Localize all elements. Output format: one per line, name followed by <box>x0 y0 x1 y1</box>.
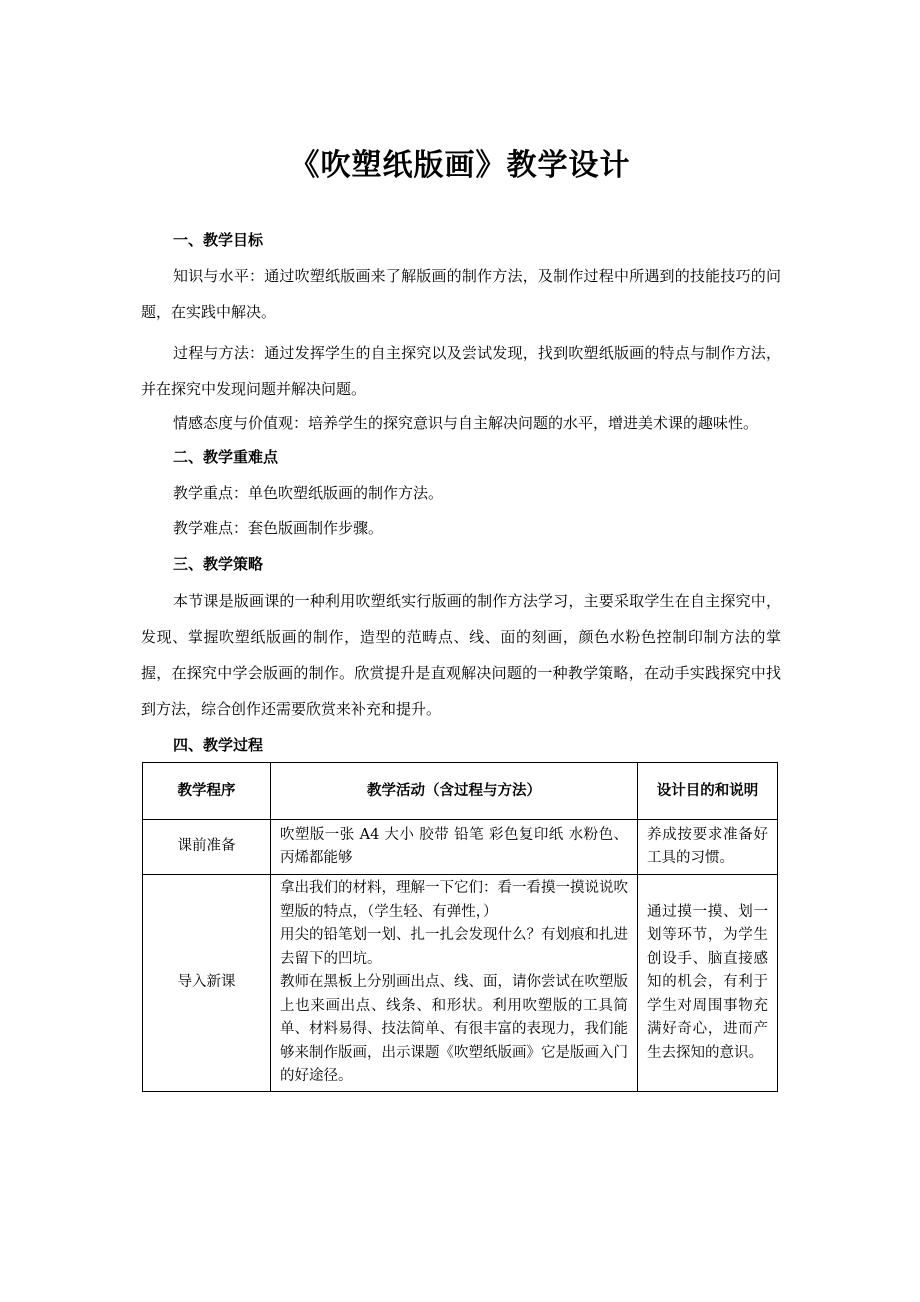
teaching-process-table <box>142 762 778 1092</box>
header-teaching-activity: 教学活动（含过程与方法） <box>271 763 638 820</box>
cell-activity-prep: 吹塑版一张 A4 大小 胶带 铅笔 彩色复印纸 水粉色、丙烯都能够 <box>271 820 638 875</box>
table-row <box>143 875 778 1092</box>
paragraph-strategy: 本节课是版画课的一种利用吹塑纸实行版画的制作方法学习，主要采取学生在自主探究中，发现、掌握吹塑纸版画的制作，造型的范畴点、线、面的刻画，颜色水粉色控制印制方法的掌握，在探究中学会版画的制作。欣赏提升是直观解决问题的一种教学策略，在动手实践探究中找到方法，综合创作还需要欣赏来补充和提升。 <box>141 592 781 718</box>
paragraph-emotion-values: 情感态度与价值观：培养学生的探究意识与自主解决问题的水平，增进美术课的趣味性。 <box>173 414 759 432</box>
cell-step-intro: 导入新课 <box>143 875 271 1092</box>
teaching-difficulty-line: 教学难点：套色版画制作步骤。 <box>173 519 384 537</box>
header-design-purpose: 设计目的和说明 <box>638 763 778 820</box>
table-row <box>143 820 778 875</box>
section-heading-process: 四、教学过程 <box>173 736 264 754</box>
document-title: 《吹塑纸版画》教学设计 <box>289 148 631 183</box>
paragraph-knowledge-ability: 知识与水平：通过吹塑纸版画来了解版画的制作方法，及制作过程中所遇到的技能技巧的问题，在实践中解决。 <box>141 267 781 321</box>
cell-activity-intro <box>271 875 638 1092</box>
paragraph-process-method: 过程与方法：通过发挥学生的自主探究以及尝试发现，找到吹塑纸版画的特点与制作方法，并在探究中发现问题并解决问题。 <box>141 344 781 398</box>
activity-line: 教师在黑板上分别画出点、线、面，请你尝试在吹塑版上也来画出点、线条、和形状。利用吹塑版的工具简单、材料易得、技法简单、有很丰富的表现力，我们能够来制作版画，出示课题《吹塑纸版画》它是版画入门的好途径。 <box>280 974 628 1084</box>
teaching-focus-line: 教学重点：单色吹塑纸版画的制作方法。 <box>173 484 444 502</box>
activity-line: 拿出我们的材料，理解一下它们：看一看摸一摸说说吹塑版的特点，（学生轻、有弹性，） <box>280 880 628 920</box>
section-heading-objectives: 一、教学目标 <box>173 231 264 249</box>
section-heading-strategy: 三、教学策略 <box>173 555 264 573</box>
section-heading-key-points: 二、教学重难点 <box>173 448 279 466</box>
cell-purpose-prep: 养成按要求准备好工具的习惯。 <box>638 820 778 875</box>
cell-step-prep: 课前准备 <box>143 820 271 875</box>
header-teaching-step: 教学程序 <box>143 763 271 820</box>
activity-line: 用尖的铅笔划一划、扎一扎会发现什么？有划痕和扎进去留下的凹坑。 <box>280 927 628 967</box>
cell-purpose-intro: 通过摸一摸、划一划等环节，为学生创设手、脑直接感知的机会，有利于学生对周围事物充满好奇心，进而产生去探知的意识。 <box>638 875 778 1092</box>
table-header-row <box>143 763 778 820</box>
